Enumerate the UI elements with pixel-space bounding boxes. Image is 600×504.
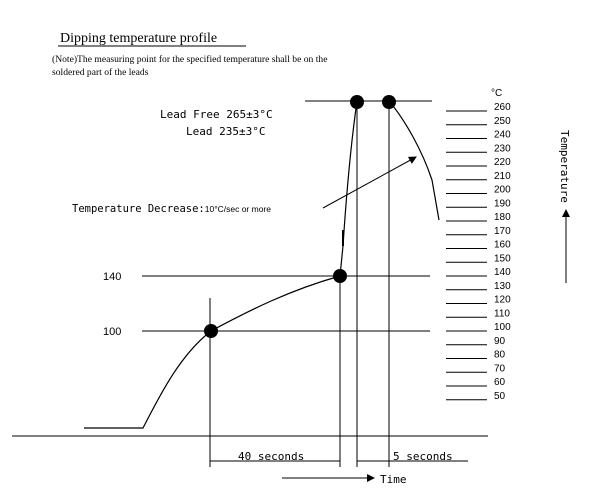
point-100 bbox=[204, 324, 218, 338]
duration-40-seconds: 40 seconds bbox=[238, 450, 305, 463]
scale-label-100: 100 bbox=[494, 322, 511, 333]
lead-label: Lead 235±3°C bbox=[186, 125, 266, 138]
time-axis-label: Time bbox=[380, 473, 407, 486]
temperature-decrease-arrow bbox=[323, 157, 416, 208]
scale-label-50: 50 bbox=[494, 390, 506, 402]
scale-label-180: 180 bbox=[494, 212, 511, 223]
scale-label-110: 110 bbox=[494, 308, 510, 320]
scale-label-60: 60 bbox=[494, 377, 506, 388]
scale-label-200: 200 bbox=[494, 184, 511, 196]
scale-label-230: 230 bbox=[494, 143, 511, 155]
scale-label-260: 260 bbox=[494, 102, 511, 113]
left-label-100: 100 bbox=[103, 326, 122, 338]
point-peak-right bbox=[382, 95, 396, 109]
scale-label-210: 210 bbox=[494, 170, 511, 182]
temperature-curve bbox=[84, 101, 357, 428]
temperature-axis-label: Temperature bbox=[558, 130, 571, 203]
scale-label-190: 190 bbox=[494, 198, 511, 210]
scale-label-150: 150 bbox=[494, 253, 511, 265]
title: Dipping temperature profile bbox=[60, 31, 218, 46]
scale-label-130: 130 bbox=[494, 280, 511, 292]
scale-label-80: 80 bbox=[494, 349, 506, 361]
scale-label-120: 120 bbox=[494, 294, 511, 306]
lead-free-label: Lead Free 265±3°C bbox=[160, 108, 273, 121]
scale-label-90: 90 bbox=[494, 335, 506, 347]
cooling-curve bbox=[389, 101, 439, 220]
note-line-2: soldered part of the leads bbox=[52, 67, 149, 78]
temperature-decrease-label: Temperature Decrease:10°C/sec or more bbox=[72, 203, 271, 215]
point-140 bbox=[333, 269, 347, 283]
duration-5-seconds: 5 seconds bbox=[393, 450, 453, 463]
scale-label-170: 170 bbox=[494, 225, 511, 237]
scale-label-160: 160 bbox=[494, 239, 511, 251]
scale-label-240: 240 bbox=[494, 129, 511, 141]
temperature-scale bbox=[446, 102, 511, 402]
note-line-1: (Note)The measuring point for the specified temperature shall be on the bbox=[52, 54, 328, 65]
left-label-140: 140 bbox=[103, 271, 122, 283]
scale-label-70: 70 bbox=[494, 363, 506, 375]
point-peak-left bbox=[350, 95, 364, 109]
scale-label-220: 220 bbox=[494, 157, 511, 168]
scale-label-140: 140 bbox=[494, 267, 511, 278]
scale-label-250: 250 bbox=[494, 115, 511, 127]
unit-label: °C bbox=[491, 88, 503, 99]
